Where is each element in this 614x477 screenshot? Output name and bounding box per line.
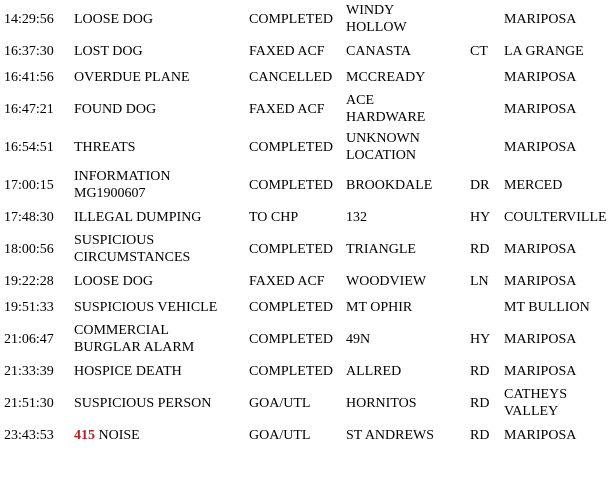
disposition-cell xyxy=(249,204,346,230)
time-text: 21:51:30 xyxy=(4,395,54,411)
city-text: MARIPOSA xyxy=(504,363,577,379)
call-type-text: LOOSE DOG xyxy=(74,273,153,289)
city-cell xyxy=(504,90,614,128)
table-row xyxy=(0,38,614,64)
time-text: 16:47:21 xyxy=(4,101,54,117)
disposition-cell xyxy=(249,384,346,422)
city-text: MERCED xyxy=(504,177,563,193)
time-text: 16:41:56 xyxy=(4,69,54,85)
table-row xyxy=(0,358,614,384)
time-cell xyxy=(0,358,74,384)
location-text: BROOKDALE xyxy=(346,177,433,193)
call-type-text: HOSPICE DEATH xyxy=(74,363,182,379)
disposition-text: COMPLETED xyxy=(249,177,333,193)
location-text: ST ANDREWS xyxy=(346,427,435,443)
location-text: WINDY xyxy=(346,3,395,18)
disposition-cell xyxy=(249,38,346,64)
disposition-cell xyxy=(249,64,346,90)
location-cell xyxy=(346,422,470,448)
disposition-text: GOA/UTL xyxy=(249,395,311,411)
table-row xyxy=(0,384,614,422)
location-cell xyxy=(346,64,470,90)
city-cell xyxy=(504,0,614,38)
disposition-text: COMPLETED xyxy=(249,11,333,27)
call-type-cell xyxy=(74,230,249,268)
city-text: MARIPOSA xyxy=(504,139,577,155)
disposition-cell xyxy=(249,268,346,294)
table-row xyxy=(0,128,614,166)
street-suffix-cell xyxy=(470,0,504,38)
street-suffix-text: RD xyxy=(470,363,490,379)
call-type-text: SUSPICIOUS VEHICLE xyxy=(74,299,218,315)
disposition-text: COMPLETED xyxy=(249,241,333,257)
call-type-cell xyxy=(74,422,249,448)
time-cell xyxy=(0,64,74,90)
street-suffix-cell xyxy=(470,268,504,294)
disposition-text: COMPLETED xyxy=(249,139,333,155)
call-type-text: ILLEGAL DUMPING xyxy=(74,209,202,225)
call-type-cell xyxy=(74,204,249,230)
street-suffix-cell xyxy=(470,38,504,64)
city-cell xyxy=(504,384,614,422)
table-row xyxy=(0,64,614,90)
street-suffix-cell xyxy=(470,320,504,358)
city-cell xyxy=(504,358,614,384)
call-type-text: LOST DOG xyxy=(74,43,143,59)
location-text: MCCREADY xyxy=(346,69,426,85)
time-cell xyxy=(0,204,74,230)
call-code-highlight: 415 xyxy=(74,427,95,443)
disposition-cell xyxy=(249,294,346,320)
disposition-text: CANCELLED xyxy=(249,69,333,85)
street-suffix-cell xyxy=(470,128,504,166)
city-text: MARIPOSA xyxy=(504,101,577,117)
location-cell xyxy=(346,166,470,204)
call-type-cell xyxy=(74,268,249,294)
call-type-cell xyxy=(74,320,249,358)
call-type-cell xyxy=(74,38,249,64)
street-suffix-cell xyxy=(470,230,504,268)
city-cell xyxy=(504,64,614,90)
table-row xyxy=(0,422,614,448)
location-cell xyxy=(346,384,470,422)
street-suffix-cell xyxy=(470,384,504,422)
time-text: 18:00:56 xyxy=(4,241,54,257)
call-type-text: SUSPICIOUS xyxy=(74,233,155,248)
city-cell xyxy=(504,204,614,230)
time-text: 23:43:53 xyxy=(4,427,54,443)
table-row xyxy=(0,230,614,268)
location-text: WOODVIEW xyxy=(346,273,427,289)
location-text: MT OPHIR xyxy=(346,299,413,315)
location-text-line2: HARDWARE xyxy=(346,110,426,125)
city-text: MARIPOSA xyxy=(504,11,577,27)
time-text: 14:29:56 xyxy=(4,11,54,27)
location-cell xyxy=(346,90,470,128)
call-type-text: OVERDUE PLANE xyxy=(74,69,190,85)
time-cell xyxy=(0,166,74,204)
street-suffix-text: RD xyxy=(470,395,490,411)
call-type-cell xyxy=(74,294,249,320)
city-text: LA GRANGE xyxy=(504,43,584,59)
city-text: MARIPOSA xyxy=(504,69,577,85)
location-text: ACE xyxy=(346,93,374,108)
call-type-text: NOISE xyxy=(95,427,140,443)
call-type-text: LOOSE DOG xyxy=(74,11,153,27)
city-text: MARIPOSA xyxy=(504,331,577,347)
city-text: MT BULLION xyxy=(504,299,590,315)
location-cell xyxy=(346,128,470,166)
call-type-cell xyxy=(74,358,249,384)
street-suffix-text: HY xyxy=(470,331,491,347)
disposition-text: FAXED ACF xyxy=(249,101,325,117)
street-suffix-text: HY xyxy=(470,209,491,225)
call-type-text: FOUND DOG xyxy=(74,101,157,117)
city-text: MARIPOSA xyxy=(504,241,577,257)
street-suffix-cell xyxy=(470,358,504,384)
call-type-text: COMMERCIAL xyxy=(74,323,169,338)
location-cell xyxy=(346,230,470,268)
street-suffix-cell xyxy=(470,204,504,230)
time-cell xyxy=(0,294,74,320)
time-cell xyxy=(0,422,74,448)
time-cell xyxy=(0,90,74,128)
city-cell xyxy=(504,268,614,294)
city-cell xyxy=(504,38,614,64)
time-cell xyxy=(0,230,74,268)
table-row xyxy=(0,294,614,320)
disposition-text: COMPLETED xyxy=(249,299,333,315)
time-cell xyxy=(0,268,74,294)
disposition-text: FAXED ACF xyxy=(249,273,325,289)
disposition-text: FAXED ACF xyxy=(249,43,325,59)
disposition-text: COMPLETED xyxy=(249,363,333,379)
disposition-cell xyxy=(249,166,346,204)
street-suffix-cell xyxy=(470,90,504,128)
location-cell xyxy=(346,0,470,38)
city-text: COULTERVILLE xyxy=(504,209,607,225)
table-row xyxy=(0,268,614,294)
time-text: 19:51:33 xyxy=(4,299,54,315)
street-suffix-text: RD xyxy=(470,427,490,443)
time-text: 21:06:47 xyxy=(4,331,54,347)
street-suffix-cell xyxy=(470,294,504,320)
street-suffix-text: LN xyxy=(470,273,489,289)
street-suffix-text: DR xyxy=(470,177,490,193)
disposition-cell xyxy=(249,422,346,448)
time-cell xyxy=(0,320,74,358)
city-text-line2: VALLEY xyxy=(504,404,559,419)
location-text: 132 xyxy=(346,209,367,225)
disposition-cell xyxy=(249,358,346,384)
time-cell xyxy=(0,0,74,38)
street-suffix-cell xyxy=(470,64,504,90)
location-text: UNKNOWN xyxy=(346,131,420,146)
city-text: CATHEYS xyxy=(504,387,568,402)
location-text: TRIANGLE xyxy=(346,241,416,257)
city-cell xyxy=(504,294,614,320)
location-text: CANASTA xyxy=(346,43,411,59)
time-text: 17:00:15 xyxy=(4,177,54,193)
call-type-text: THREATS xyxy=(74,139,136,155)
street-suffix-text: RD xyxy=(470,241,490,257)
location-text-line2: LOCATION xyxy=(346,148,416,163)
time-text: 21:33:39 xyxy=(4,363,54,379)
disposition-text: TO CHP xyxy=(249,209,299,225)
location-cell xyxy=(346,204,470,230)
street-suffix-text: CT xyxy=(470,43,488,59)
location-text: 49N xyxy=(346,331,371,347)
call-type-cell xyxy=(74,384,249,422)
street-suffix-cell xyxy=(470,422,504,448)
call-type-text: INFORMATION xyxy=(74,169,171,184)
time-text: 19:22:28 xyxy=(4,273,54,289)
table-row xyxy=(0,320,614,358)
table-row xyxy=(0,166,614,204)
time-cell xyxy=(0,128,74,166)
location-cell xyxy=(346,268,470,294)
time-cell xyxy=(0,38,74,64)
table-row xyxy=(0,90,614,128)
city-cell xyxy=(504,166,614,204)
call-type-text: SUSPICIOUS PERSON xyxy=(74,395,212,411)
disposition-cell xyxy=(249,128,346,166)
city-cell xyxy=(504,128,614,166)
city-text: MARIPOSA xyxy=(504,273,577,289)
time-text: 17:48:30 xyxy=(4,209,54,225)
location-cell xyxy=(346,320,470,358)
disposition-cell xyxy=(249,230,346,268)
disposition-cell xyxy=(249,320,346,358)
disposition-text: GOA/UTL xyxy=(249,427,311,443)
location-text: HORNITOS xyxy=(346,395,417,411)
city-cell xyxy=(504,320,614,358)
time-text: 16:37:30 xyxy=(4,43,54,59)
time-text: 16:54:51 xyxy=(4,139,54,155)
call-type-cell xyxy=(74,128,249,166)
call-type-text-line2: CIRCUMSTANCES xyxy=(74,250,191,265)
call-type-text-line2: BURGLAR ALARM xyxy=(74,340,195,355)
city-cell xyxy=(504,230,614,268)
call-type-cell xyxy=(74,64,249,90)
call-type-text-line2: MG1900607 xyxy=(74,186,146,201)
disposition-cell xyxy=(249,0,346,38)
city-cell xyxy=(504,422,614,448)
call-type-cell xyxy=(74,166,249,204)
call-type-cell xyxy=(74,0,249,38)
location-text: ALLRED xyxy=(346,363,402,379)
city-text: MARIPOSA xyxy=(504,427,577,443)
location-cell xyxy=(346,38,470,64)
time-cell xyxy=(0,384,74,422)
location-cell xyxy=(346,358,470,384)
disposition-cell xyxy=(249,90,346,128)
street-suffix-cell xyxy=(470,166,504,204)
call-type-cell xyxy=(74,90,249,128)
location-cell xyxy=(346,294,470,320)
table-row xyxy=(0,204,614,230)
disposition-text: COMPLETED xyxy=(249,331,333,347)
location-text-line2: HOLLOW xyxy=(346,20,407,35)
table-row xyxy=(0,0,614,38)
